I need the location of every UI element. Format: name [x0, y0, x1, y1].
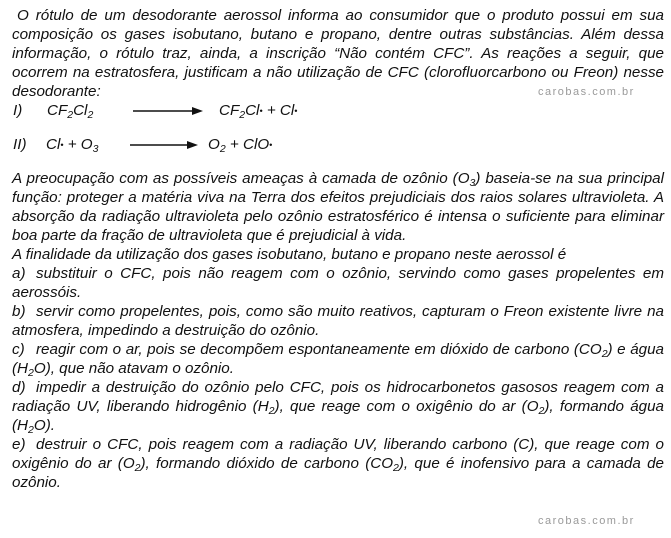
option-a[interactable] [12, 264, 664, 302]
ozone-sub: 3 [469, 177, 476, 189]
question-stem [12, 245, 664, 264]
option-letter: c) [12, 341, 25, 358]
option-e[interactable] [12, 435, 664, 492]
option-sub: 2 [393, 462, 399, 474]
option-text: O), que não atavam o ozônio. [33, 360, 234, 377]
ozone-paragraph [12, 169, 664, 245]
question-text: A finalidade da utilização dos gases isobutano, butano e propano neste aerossol é [12, 246, 567, 263]
reactant-sub: 2 [87, 109, 94, 121]
reaction-2 [12, 135, 664, 154]
option-sub: 2 [601, 348, 608, 360]
option-sub: 2 [28, 424, 34, 436]
option-letter: b) [12, 303, 26, 320]
option-sub: 2 [538, 405, 545, 417]
product-cl: Cl [245, 102, 260, 119]
option-letter: a) [12, 265, 26, 282]
option-letter: d) [12, 379, 26, 396]
reaction-2-reactants [46, 135, 98, 155]
option-text: ), que é inofensivo para a camada de ozônio. [12, 455, 664, 491]
option-text: ), formando água (H [12, 398, 664, 434]
product-sub: 2 [239, 109, 246, 121]
option-text: servir como propelentes, pois, como são muito reativos, capturam o Freon existente livre na atmosfera, impedindo a destruição do ozônio. [12, 303, 664, 339]
reactant-cl: Cl [46, 136, 61, 153]
ozone-text-2: ) baseia-se na sua principal função: proteger a matéria viva na Terra dos efeitos prejudiciais dos raios solares ultravioleta. A absorção da radiação ultravioleta pelo ozônio estratosférico é intensa o suficiente para eliminar boa parte da fração de ultravioleta que é prejudicial à vida. [12, 170, 664, 244]
option-text: ), formando dióxido de carbono (CO [140, 455, 394, 472]
product-o: O [208, 136, 220, 153]
option-c[interactable] [12, 340, 664, 378]
reaction-2-arrow [130, 139, 198, 151]
option-d[interactable] [12, 378, 664, 435]
radical-dot: • [60, 140, 64, 150]
radical-dot: • [294, 106, 298, 116]
watermark-top: carobas.com.br [538, 86, 635, 98]
option-text: substituir o CFC, pois não reagem com o ozônio, servindo como gases propelentes em aerossóis. [12, 265, 664, 301]
radical-dot: • [259, 106, 263, 116]
reaction-1-label: I) [13, 102, 23, 119]
product-cf: CF [219, 102, 240, 119]
reaction-1-reactant [47, 101, 93, 120]
option-text: ) e água (H [12, 341, 664, 377]
option-sub: 2 [268, 405, 275, 417]
reaction-1-arrow [133, 105, 203, 117]
ozone-text-1: A preocupação com as possíveis ameaças à camada de ozônio (O [12, 170, 470, 187]
option-letter: e) [12, 436, 26, 453]
reaction-1-products [219, 101, 297, 121]
reactant-sub: 2 [67, 109, 74, 121]
reactant-cf: CF [47, 102, 68, 119]
option-text: destruir o CFC, pois reagem com a radiação UV, liberando carbono (C), que reage com o oxigênio do ar (O [12, 436, 664, 472]
question-document [12, 6, 664, 492]
watermark-bottom: carobas.com.br [538, 515, 635, 527]
reaction-2-products [208, 135, 272, 155]
intro-text: O rótulo de um desodorante aerossol informa ao consumidor que o produto possui em sua composição os gases isobutano, butano e propano, dentre outras substâncias. Além dessa informação, o rótulo traz, ainda, a inscrição “Não contém CFC”. As reações a seguir, que ocorrem na estratosfera, justificam a não utilização de CFC (clorofluorcarbono ou Freon) nesse desodorante: [12, 7, 664, 100]
option-text: ), que reage com o oxigênio do ar (O [274, 398, 539, 415]
reactant-cl: Cl [73, 102, 88, 119]
option-text: O). [33, 417, 55, 434]
product-clo: + ClO [225, 136, 270, 153]
reactant-ozone: + O [63, 136, 93, 153]
option-sub: 2 [134, 462, 141, 474]
product-sub: 2 [219, 143, 226, 155]
option-b[interactable] [12, 302, 664, 340]
reaction-2-label: II) [13, 136, 27, 153]
option-text: impedir a destruição do ozônio pelo CFC, pois os hidrocarbonetos gasosos reagem com a radiação UV, liberando hidrogênio (H [12, 379, 664, 415]
reactant-sub: 3 [92, 143, 99, 155]
reaction-1 [12, 101, 664, 120]
option-sub: 2 [28, 367, 34, 379]
radical-dot: • [269, 140, 273, 150]
option-text: reagir com o ar, pois se decompõem espontaneamente em dióxido de carbono (CO [36, 341, 602, 358]
product-cl-radical: + Cl [262, 102, 295, 119]
